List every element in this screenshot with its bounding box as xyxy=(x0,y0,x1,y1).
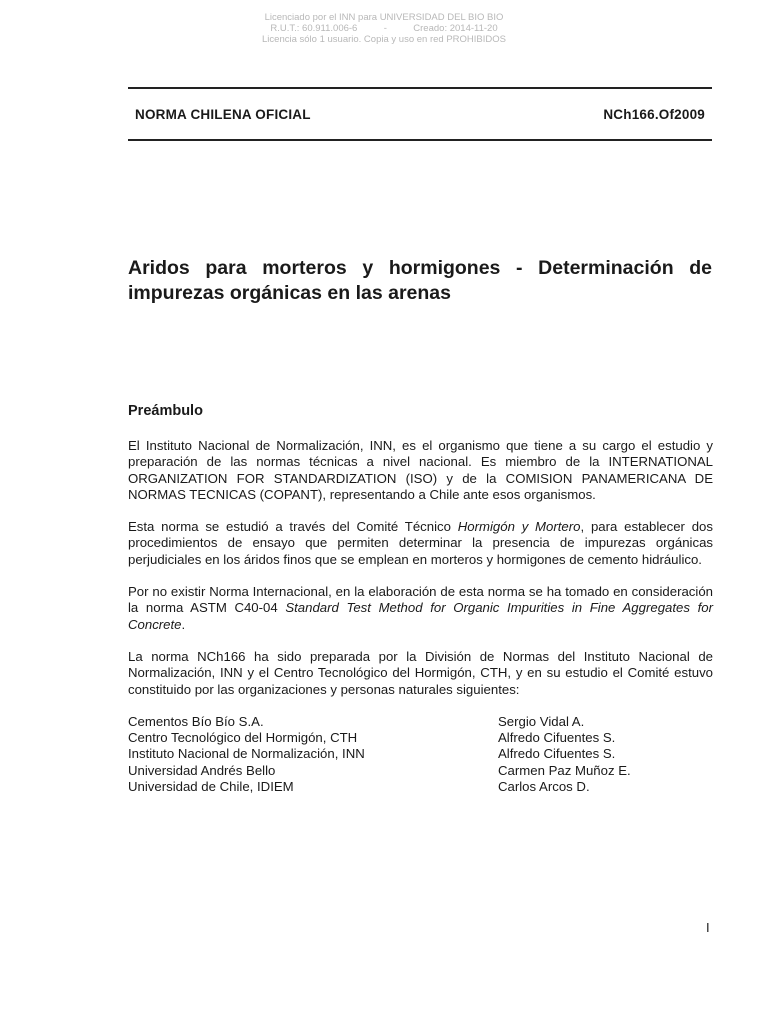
watermark-line-2: R.U.T.: 60.911.006-6 - Creado: 2014-11-20 xyxy=(270,23,498,34)
member-organization: Universidad Andrés Bello xyxy=(128,762,276,778)
header-norm-code: NCh166.Of2009 xyxy=(603,107,705,122)
p2-text-after: , para establecer dos procedimientos de ensayo que permiten determinar la presencia de impurezas orgánicas perjudiciales en los áridos finos que se emplean en morteros y hormigones de cemento hidráulico. xyxy=(128,519,713,567)
p3-text-after: . xyxy=(181,616,186,632)
member-organization: Centro Tecnológico del Hormigón, CTH xyxy=(128,730,358,746)
preamble-heading: Preámbulo xyxy=(128,403,203,419)
preamble-paragraph-1: El Instituto Nacional de Normalización, INN, es el organismo que tiene a su cargo el estudio y preparación de las normas técnicas a nivel nacional. Es miembro de la INTERNATIONAL ORGANIZATION FOR STANDARDIZATION (ISO) y de la COMISION PANAMERICANA DE NORMAS TECNICAS (COPANT), representando a Chile ante esos organismos. xyxy=(128,438,713,502)
page-number: I xyxy=(706,920,710,935)
member-organization: Instituto Nacional de Normalización, INN xyxy=(128,746,365,762)
member-organization: Cementos Bío Bío S.A. xyxy=(128,713,264,729)
committee-members-list xyxy=(128,714,713,795)
member-person: Alfredo Cifuentes S. xyxy=(498,746,616,762)
document-header xyxy=(135,107,705,122)
watermark-line-3: Licencia sólo 1 usuario. Copia y uso en red PROHIBIDOS xyxy=(262,34,506,45)
p2-text-before: Esta norma se estudió a través del Comité Técnico xyxy=(128,519,458,535)
preamble-paragraph-2 xyxy=(128,519,713,568)
header-norm-label: NORMA CHILENA OFICIAL xyxy=(135,107,311,122)
preamble-paragraph-4: La norma NCh166 ha sido preparada por la División de Normas del Instituto Nacional de Normalización, INN y el Centro Tecnológico del Hormigón, CTH, y en su estudio el Comité estuvo constituido por las organizaciones y personas naturales siguientes: xyxy=(128,648,713,697)
member-person: Carlos Arcos D. xyxy=(498,779,590,795)
header-rule-bottom xyxy=(128,139,712,141)
preamble-paragraph-3 xyxy=(128,584,713,633)
astm-standard-title: Standard Test Method for Organic Impurities in Fine Aggregates for Concrete xyxy=(128,600,713,632)
document-title: Aridos para morteros y hormigones - Determinación de impurezas orgánicas en las arenas xyxy=(128,257,712,304)
watermark-line-1: Licenciado por el INN para UNIVERSIDAD DEL BIO BIO xyxy=(264,12,504,23)
preamble-body xyxy=(128,438,713,795)
member-person: Alfredo Cifuentes S. xyxy=(498,730,616,746)
member-person: Sergio Vidal A. xyxy=(498,713,585,729)
committee-name: Hormigón y Mortero xyxy=(457,519,581,535)
p3-text-before: Por no existir Norma Internacional, en la elaboración de esta norma se ha tomado en consideración la norma ASTM C40-04 xyxy=(128,584,713,616)
header-rule-top xyxy=(128,87,712,89)
member-person: Carmen Paz Muñoz E. xyxy=(498,762,631,778)
license-watermark xyxy=(0,12,768,45)
member-organization: Universidad de Chile, IDIEM xyxy=(128,779,294,795)
